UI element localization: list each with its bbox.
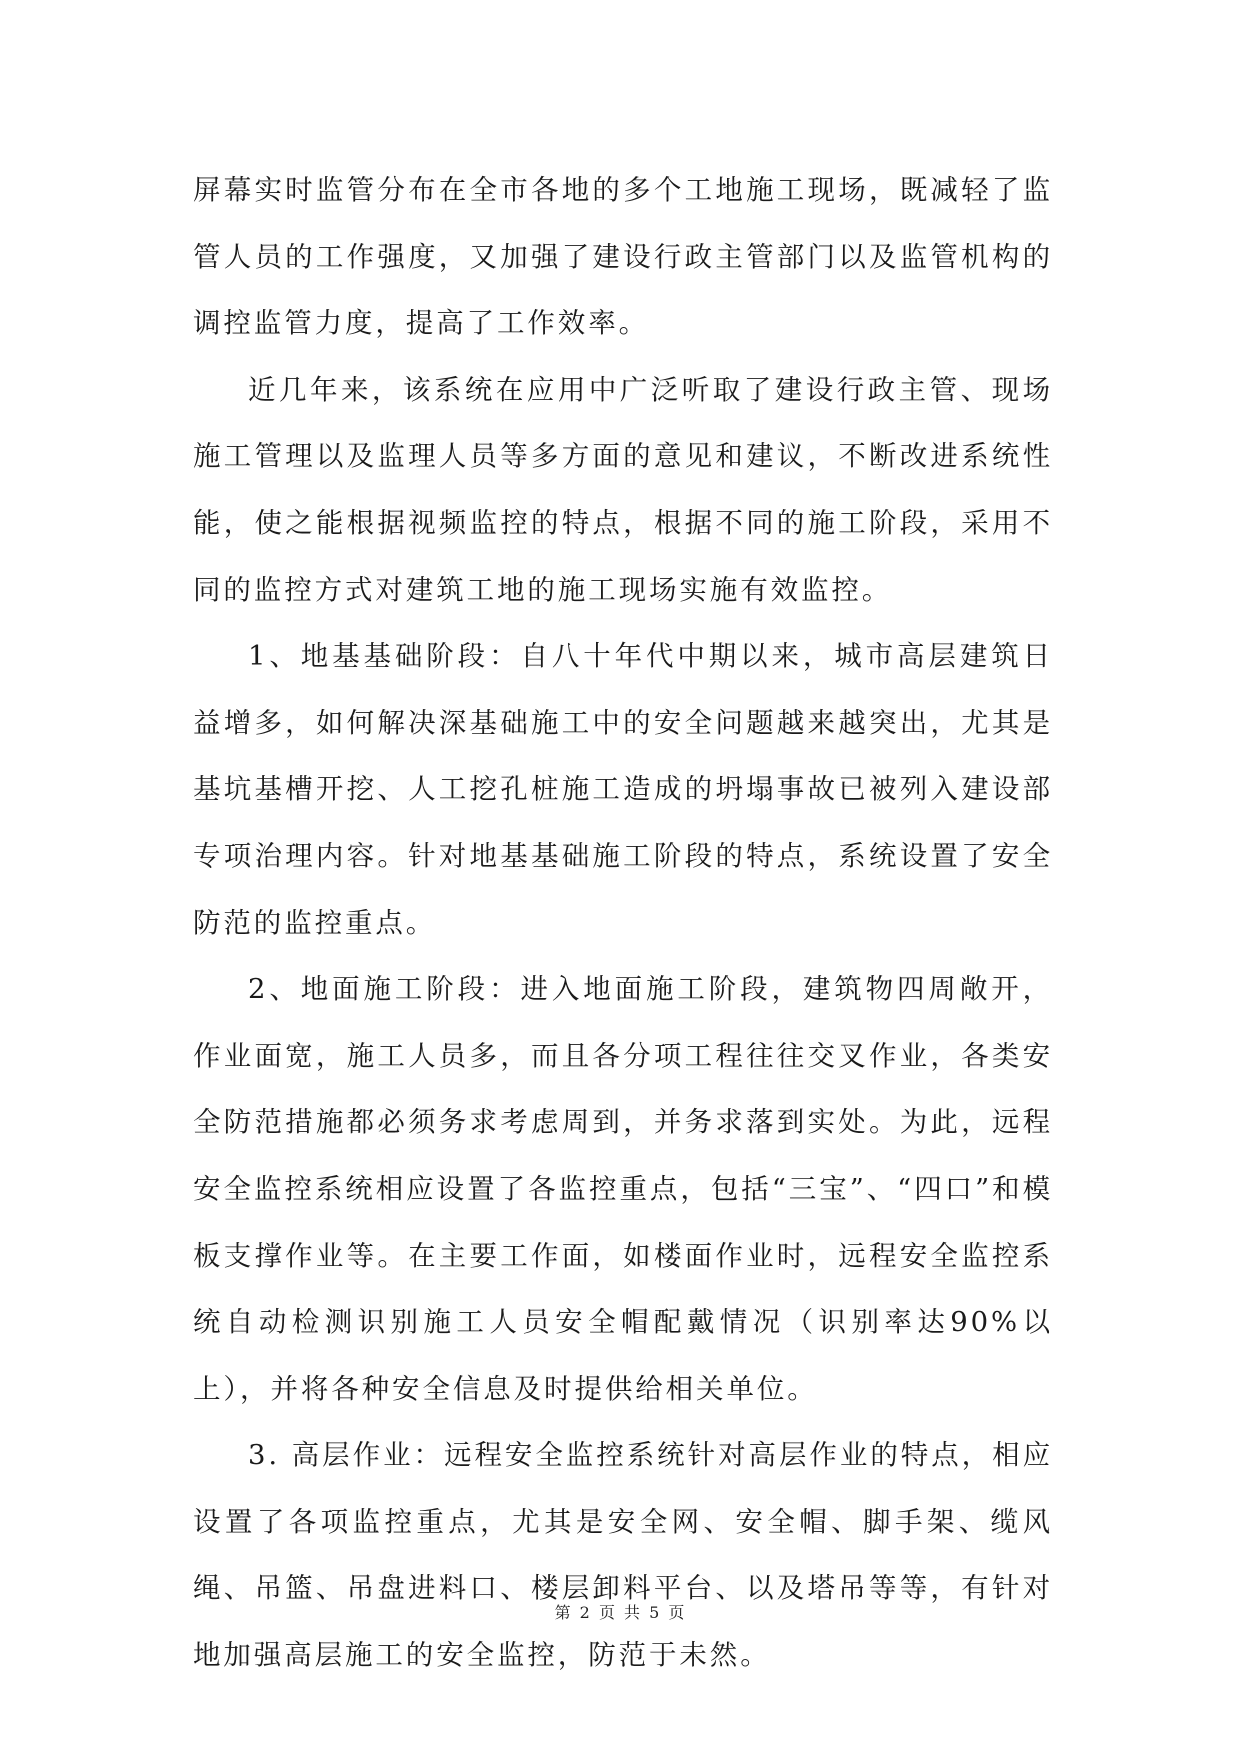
paragraph-high-rise-work: 3. 高层作业：远程安全监控系统针对高层作业的特点，相应设置了各项监控重点，尤其是安全网、安全帽、脚手架、缆风绳、吊篮、吊盘进料口、楼层卸料平台、以及塔吊等等，有针对地加强高层施工的安全监控，防范于未然。 (193, 1439, 1053, 1672)
paragraph-continuation: 屏幕实时监管分布在全市各地的多个工地施工现场，既减轻了监管人员的工作强度，又加强了建设行政主管部门以及监管机构的调控监管力度，提高了工作效率。 (193, 174, 1053, 340)
body-text (193, 157, 1053, 1689)
page-number-label: 第 2 页 共 5 页 (554, 1603, 687, 1622)
page-footer (0, 1600, 1241, 1623)
paragraph-ground-construction-stage: 2、地面施工阶段：进入地面施工阶段，建筑物四周敞开，作业面宽，施工人员多，而且各分项工程往往交叉作业，各类安全防范措施都必须务求考虑周到，并务求落到实处。为此，远程安全监控系统相应设置了各监控重点，包括“三宝”、“四口”和模板支撑作业等。在主要工作面，如楼面作业时，远程安全监控系统自动检测识别施工人员安全帽配戴情况（识别率达90%以上），并将各种安全信息及时提供给相关单位。 (193, 973, 1053, 1405)
paragraph-system-overview: 近几年来，该系统在应用中广泛听取了建设行政主管、现场施工管理以及监理人员等多方面的意见和建议，不断改进系统性能，使之能根据视频监控的特点，根据不同的施工阶段，采用不同的监控方式对建筑工地的施工现场实施有效监控。 (193, 373, 1053, 606)
paragraph-foundation-stage: 1、地基基础阶段：自八十年代中期以来，城市高层建筑日益增多，如何解决深基础施工中的安全问题越来越突出，尤其是基坑基槽开挖、人工挖孔桩施工造成的坍塌事故已被列入建设部专项治理内容。针对地基基础施工阶段的特点，系统设置了安全防范的监控重点。 (193, 640, 1053, 939)
